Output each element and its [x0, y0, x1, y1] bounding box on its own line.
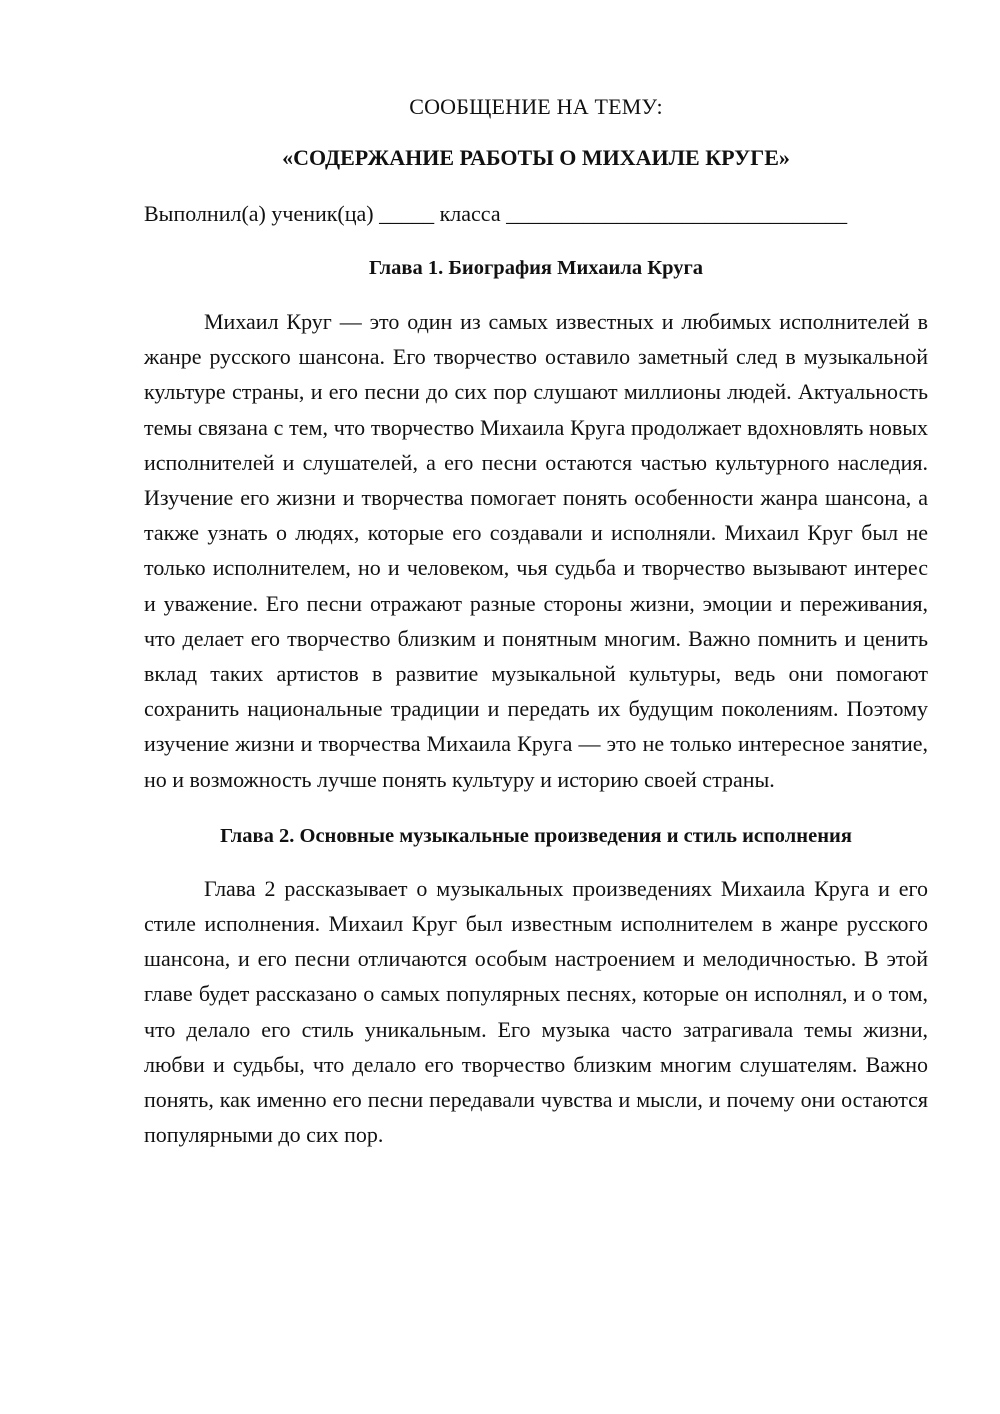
chapter-2-paragraph: Глава 2 рассказывает о музыкальных произведениях Михаила Круга и его стиле исполнения. Михаил Круг был известным исполнителем в жанре русского шансона, и его песни отличаются особым настроением и мелодичностью. В этой главе будет рассказано о самых популярных песнях, которые он исполнял, и о том, что делало его стиль уникальным. Его музыка часто затрагивала темы жизни, любви и судьбы, что делало его творчество близким многим слушателям. Важно понять, как именно его песни передавали чувства и мысли, и почему они остаются популярными до сих пор. [144, 875, 928, 1148]
chapter-2-heading: Глава 2. Основные музыкальные произведения и стиль исполнения [220, 824, 852, 847]
document-title: «СОДЕРЖАНИЕ РАБОТЫ О МИХАИЛЕ КРУГЕ» [282, 145, 790, 170]
chapter-1-heading: Глава 1. Биография Михаила Круга [368, 257, 704, 279]
performed-by-line: Выполнил(а) ученик(ца) _____ класса _______________________________ [144, 201, 848, 226]
document-topic-line: СООБЩЕНИЕ НА ТЕМУ: [409, 94, 663, 119]
document-page [144, 92, 928, 1152]
chapter-1-paragraph: Михаил Круг — это один из самых известных и любимых исполнителей в жанре русского шансона. Его творчество оставило заметный след в музыкальной культуре страны, и его песни до сих пор слушают миллионы людей. Актуальность темы связана с тем, что творчество Михаила Круга продолжает вдохновлять новых исполнителей и слушателей, а его песни остаются частью культурного наследия. Изучение его жизни и творчества помогает понять особенности жанра шансона, а также узнать о людях, которые его создавали и исполняли. Михаил Круг был не только исполнителем, но и человеком, чья судьба и творчество вызывают интерес и уважение. Его песни отражают разные стороны жизни, эмоции и переживания, что делает его творчество близким и понятным многим. Важно помнить и ценить вклад таких артистов в развитие музыкальной культуры, ведь они помогают сохранить национальные традиции и передать их будущим поколениям. Поэтому изучение жизни и творчества Михаила Круга — это не только интересное занятие, но и возможность лучше понять культуру и историю своей страны. [144, 309, 928, 792]
chapter-1 [144, 253, 928, 797]
chapter-2 [144, 821, 928, 1153]
